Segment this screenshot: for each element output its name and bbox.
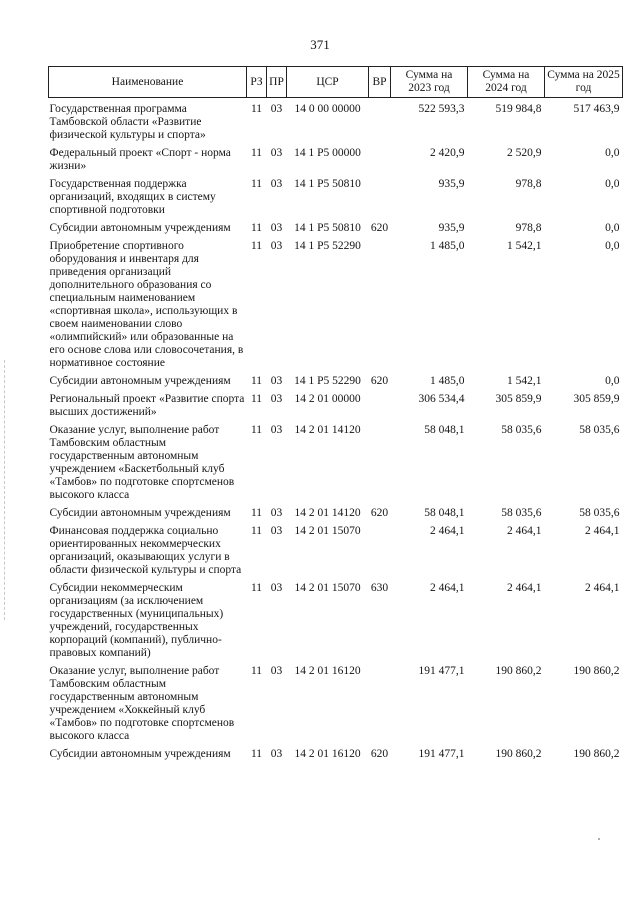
budget-table bbox=[48, 66, 623, 766]
cell-name: Оказание услуг, выполнение работ Тамбовским областным государственным автономным учреждением «Баскетбольный клуб «Тамбов» по подготовке спортсменов высокого класса bbox=[49, 424, 235, 501]
cell-pr: 03 bbox=[270, 147, 283, 159]
cell-rz: 11 bbox=[250, 103, 263, 115]
cell-csr: 14 2 01 16120 bbox=[294, 665, 361, 677]
cell-pr: 03 bbox=[270, 525, 283, 537]
table-header bbox=[49, 67, 623, 98]
cell-name: Субсидии автономным учреждениям bbox=[49, 507, 231, 519]
cell-sum-2023: 58 048,1 bbox=[424, 507, 465, 519]
cell-vr: 620 bbox=[370, 748, 389, 760]
cell-pr: 03 bbox=[270, 393, 283, 405]
cell-sum-2024: 58 035,6 bbox=[501, 507, 542, 519]
cell-pr: 03 bbox=[270, 375, 283, 387]
cell-sum-2025: 517 463,9 bbox=[573, 103, 620, 115]
cell-rz: 11 bbox=[250, 507, 263, 519]
cell-vr bbox=[369, 98, 391, 148]
cell-name: Субсидии автономным учреждениям bbox=[49, 222, 231, 234]
table-row bbox=[49, 525, 623, 582]
cell-sum-2024: 1 542,1 bbox=[507, 240, 542, 252]
cell-sum-2023: 306 534,4 bbox=[418, 393, 465, 405]
header-pr: ПР bbox=[267, 67, 287, 98]
cell-sum-2025: 2 464,1 bbox=[585, 582, 620, 594]
cell-sum-2023: 1 485,0 bbox=[430, 375, 465, 387]
cell-csr: 14 1 P5 52290 bbox=[294, 375, 361, 387]
table-body bbox=[49, 98, 623, 767]
cell-sum-2025: 0,0 bbox=[605, 147, 620, 159]
cell-name: Субсидии автономным учреждениям bbox=[49, 375, 231, 387]
cell-vr bbox=[369, 147, 391, 178]
cell-rz: 11 bbox=[250, 393, 263, 405]
cell-vr: 620 bbox=[370, 375, 389, 387]
cell-sum-2023: 935,9 bbox=[438, 178, 465, 190]
cell-sum-2023: 1 485,0 bbox=[430, 240, 465, 252]
cell-vr bbox=[369, 525, 391, 582]
cell-vr bbox=[369, 665, 391, 748]
cell-pr: 03 bbox=[270, 582, 283, 594]
cell-pr: 03 bbox=[270, 424, 283, 436]
header-sum-2024: Сумма на 2024 год bbox=[468, 67, 545, 98]
cell-name: Государственная поддержка организаций, входящих в систему спортивной подготовки bbox=[49, 178, 216, 216]
cell-vr bbox=[369, 178, 391, 222]
cell-rz: 11 bbox=[250, 178, 263, 190]
table-row bbox=[49, 178, 623, 222]
cell-sum-2023: 191 477,1 bbox=[418, 665, 465, 677]
cell-sum-2025: 190 860,2 bbox=[573, 665, 620, 677]
cell-sum-2023: 935,9 bbox=[438, 222, 465, 234]
cell-sum-2024: 305 859,9 bbox=[495, 393, 542, 405]
cell-vr: 630 bbox=[370, 582, 389, 594]
cell-csr: 14 2 01 16120 bbox=[294, 748, 361, 760]
cell-sum-2023: 2 464,1 bbox=[430, 582, 465, 594]
cell-sum-2025: 190 860,2 bbox=[573, 748, 620, 760]
cell-sum-2024: 58 035,6 bbox=[501, 424, 542, 436]
cell-sum-2023: 2 464,1 bbox=[430, 525, 465, 537]
cell-sum-2023: 2 420,9 bbox=[430, 147, 465, 159]
cell-pr: 03 bbox=[270, 240, 283, 252]
cell-csr: 14 1 P5 50810 bbox=[294, 222, 361, 234]
cell-csr: 14 1 P5 50810 bbox=[294, 178, 361, 190]
cell-name: Субсидии автономным учреждениям bbox=[49, 748, 231, 760]
scan-speck bbox=[598, 838, 600, 840]
cell-rz: 11 bbox=[250, 582, 263, 594]
table-row bbox=[49, 748, 623, 766]
cell-sum-2025: 2 464,1 bbox=[585, 525, 620, 537]
cell-sum-2025: 305 859,9 bbox=[573, 393, 620, 405]
cell-rz: 11 bbox=[250, 240, 263, 252]
page-number: 371 bbox=[310, 37, 330, 52]
table-row bbox=[49, 665, 623, 748]
cell-sum-2024: 2 520,9 bbox=[507, 147, 542, 159]
cell-sum-2024: 2 464,1 bbox=[507, 582, 542, 594]
cell-csr: 14 1 P5 52290 bbox=[294, 240, 361, 252]
cell-sum-2024: 519 984,8 bbox=[495, 103, 542, 115]
cell-csr: 14 0 00 00000 bbox=[294, 103, 361, 115]
cell-sum-2025: 0,0 bbox=[605, 375, 620, 387]
cell-vr bbox=[369, 393, 391, 424]
cell-vr: 620 bbox=[370, 222, 389, 234]
cell-name: Региональный проект «Развитие спорта высших достижений» bbox=[49, 393, 245, 418]
table-row bbox=[49, 424, 623, 507]
header-csr: ЦСР bbox=[287, 67, 369, 98]
cell-sum-2025: 58 035,6 bbox=[579, 507, 620, 519]
table-row bbox=[49, 98, 623, 148]
cell-rz: 11 bbox=[250, 665, 263, 677]
table-row bbox=[49, 375, 623, 393]
cell-rz: 11 bbox=[250, 748, 263, 760]
cell-pr: 03 bbox=[270, 103, 283, 115]
cell-sum-2024: 2 464,1 bbox=[507, 525, 542, 537]
table-row bbox=[49, 240, 623, 375]
cell-sum-2023: 58 048,1 bbox=[424, 424, 465, 436]
table-row bbox=[49, 147, 623, 178]
cell-rz: 11 bbox=[250, 525, 263, 537]
table-row bbox=[49, 222, 623, 240]
cell-name: Приобретение спортивного оборудования и инвентаря для приведения организаций дополнительного образования со специальным наименованием «спортивная школа», использующих в своем наименовании слово «олимпийский» или образованные на его основе слова или словосочетания, в нормативное состояние bbox=[49, 240, 244, 369]
cell-sum-2024: 978,8 bbox=[515, 178, 542, 190]
table-row bbox=[49, 507, 623, 525]
cell-vr bbox=[369, 240, 391, 375]
table-row bbox=[49, 393, 623, 424]
header-vr: ВР bbox=[369, 67, 391, 98]
cell-vr bbox=[369, 424, 391, 507]
cell-rz: 11 bbox=[250, 222, 263, 234]
cell-csr: 14 1 P5 00000 bbox=[294, 147, 361, 159]
cell-csr: 14 2 01 15070 bbox=[294, 582, 361, 594]
header-rz: РЗ bbox=[247, 67, 267, 98]
cell-csr: 14 2 01 14120 bbox=[294, 424, 361, 436]
cell-pr: 03 bbox=[270, 748, 283, 760]
cell-pr: 03 bbox=[270, 222, 283, 234]
header-sum-2023: Сумма на 2023 год bbox=[391, 67, 468, 98]
cell-name: Государственная программа Тамбовской области «Развитие физической культуры и спорта» bbox=[49, 103, 206, 141]
cell-sum-2024: 978,8 bbox=[515, 222, 542, 234]
cell-csr: 14 2 01 15070 bbox=[294, 525, 361, 537]
cell-csr: 14 2 01 14120 bbox=[294, 507, 361, 519]
cell-pr: 03 bbox=[270, 178, 283, 190]
cell-sum-2024: 190 860,2 bbox=[495, 748, 542, 760]
cell-vr: 620 bbox=[370, 507, 389, 519]
cell-rz: 11 bbox=[250, 147, 263, 159]
cell-sum-2025: 0,0 bbox=[605, 240, 620, 252]
cell-sum-2023: 191 477,1 bbox=[418, 748, 465, 760]
header-name: Наименование bbox=[49, 67, 247, 98]
cell-sum-2024: 190 860,2 bbox=[495, 665, 542, 677]
cell-rz: 11 bbox=[250, 375, 263, 387]
cell-name: Субсидии некоммерческим организациям (за исключением государственных (муниципальных) учреждений, государственных корпораций (компаний), публично-правовых компаний) bbox=[49, 582, 224, 659]
cell-name: Оказание услуг, выполнение работ Тамбовским областным государственным автономным учреждением «Хоккейный клуб «Тамбов» по подготовке спортсменов высокого класса bbox=[49, 665, 235, 742]
cell-pr: 03 bbox=[270, 507, 283, 519]
cell-sum-2023: 522 593,3 bbox=[418, 103, 465, 115]
cell-csr: 14 2 01 00000 bbox=[294, 393, 361, 405]
cell-rz: 11 bbox=[250, 424, 263, 436]
cell-sum-2025: 0,0 bbox=[605, 222, 620, 234]
scan-edge-mark bbox=[4, 360, 6, 620]
cell-sum-2025: 58 035,6 bbox=[579, 424, 620, 436]
cell-pr: 03 bbox=[270, 665, 283, 677]
cell-name: Федеральный проект «Спорт - норма жизни» bbox=[49, 147, 231, 172]
header-sum-2025: Сумма на 2025 год bbox=[545, 67, 623, 98]
cell-sum-2025: 0,0 bbox=[605, 178, 620, 190]
table-row bbox=[49, 582, 623, 665]
cell-sum-2024: 1 542,1 bbox=[507, 375, 542, 387]
cell-name: Финансовая поддержка социально ориентированных некоммерческих организаций, оказывающих услуги в области физической культуры и спорта bbox=[49, 525, 242, 576]
